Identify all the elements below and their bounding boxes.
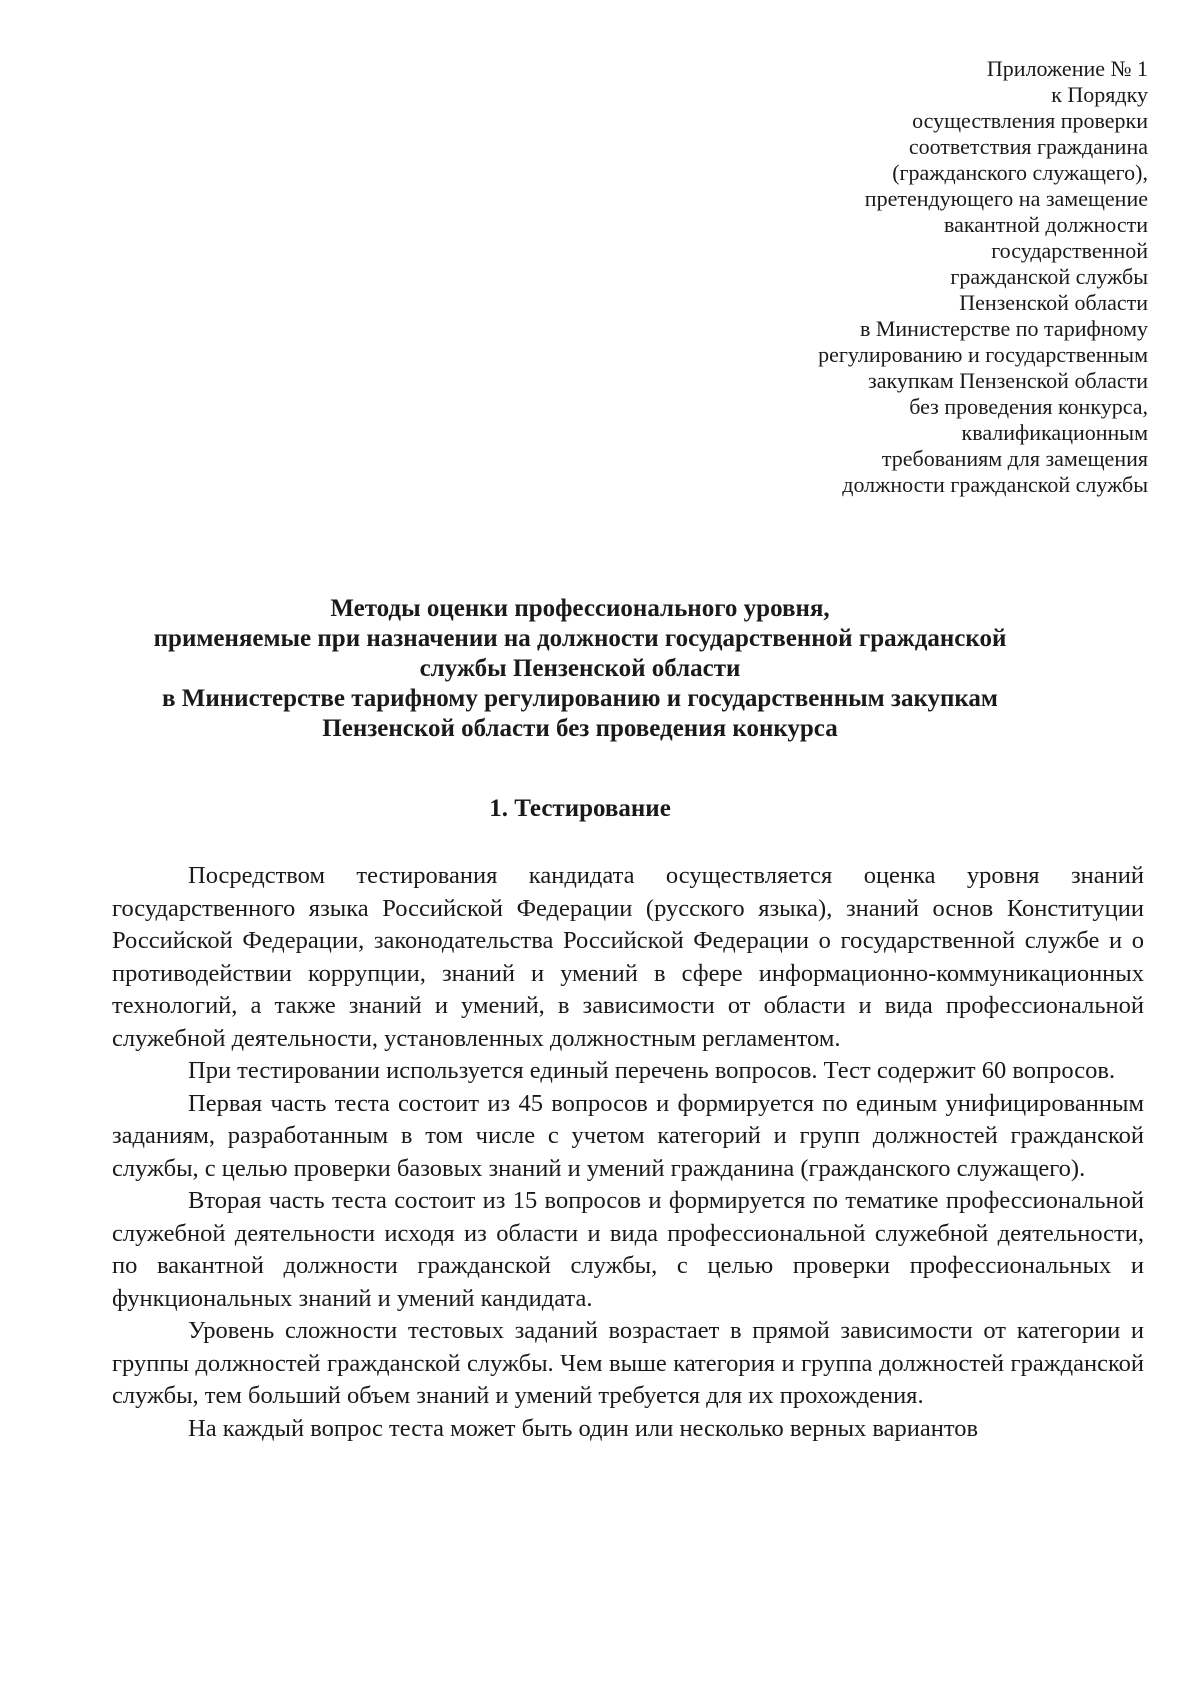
appendix-line: должности гражданской службы	[842, 472, 1148, 497]
paragraph: При тестировании используется единый перечень вопросов. Тест содержит 60 вопросов.	[188, 1057, 1116, 1084]
appendix-line: вакантной должности	[944, 212, 1148, 237]
section-body	[112, 860, 1144, 1445]
paragraph: Посредством тестирования кандидата осуществляется оценка уровня знаний государственного языка Российской Федерации (русского языка), знаний основ Конституции Российской Федерации, законодательства Российской Федерации о государственной службе и о противодействии коррупции, знаний и умений в сфере информационно-коммуникационных технологий, а также знаний и умений, в зависимости от области и вида профессиональной служебной деятельности, установленных должностным регламентом.	[112, 862, 1144, 1052]
document-title	[110, 594, 1050, 744]
appendix-line: к Порядку	[1051, 82, 1148, 107]
appendix-line: Пензенской области	[959, 290, 1148, 315]
appendix-line: соответствия гражданина	[908, 134, 1148, 159]
appendix-line: регулированию и государственным	[818, 342, 1148, 367]
title-line: в Министерстве тарифному регулированию и государственным закупкам	[162, 685, 998, 712]
paragraph: Вторая часть теста состоит из 15 вопросов и формируется по тематике профессиональной служебной деятельности исходя из области и вида профессиональной служебной деятельности, по вакантной должности гражданской службы, с целью проверки профессиональных и функциональных знаний и умений кандидата.	[112, 1187, 1144, 1312]
appendix-note	[818, 56, 1148, 498]
title-line: применяемые при назначении на должности государственной гражданской	[153, 625, 1007, 652]
appendix-line: (гражданского служащего),	[892, 160, 1148, 185]
appendix-line: гражданской службы	[950, 264, 1148, 289]
appendix-line: государственной	[991, 238, 1148, 263]
appendix-line: Приложение № 1	[986, 56, 1148, 81]
appendix-line: закупкам Пензенской области	[868, 368, 1148, 393]
appendix-line: в Министерстве по тарифному	[859, 316, 1148, 341]
paragraph: Уровень сложности тестовых заданий возрастает в прямой зависимости от категории и группы должностей гражданской службы. Чем выше категория и группа должностей гражданской службы, тем больший объем знаний и умений требуется для их прохождения.	[112, 1317, 1144, 1409]
appendix-line: требованиям для замещения	[881, 446, 1148, 471]
appendix-line: осуществления проверки	[912, 108, 1148, 133]
appendix-line: претендующего на замещение	[864, 186, 1148, 211]
appendix-line: квалификационным	[961, 420, 1148, 445]
section-heading: 1. Тестирование	[489, 795, 671, 822]
paragraph: На каждый вопрос теста может быть один или несколько верных вариантов	[188, 1414, 979, 1442]
title-line: Пензенской области без проведения конкурса	[322, 715, 838, 742]
title-line: службы Пензенской области	[419, 655, 741, 682]
paragraph: Первая часть теста состоит из 45 вопросов и формируется по единым унифицированным заданиям, разработанным в том числе с учетом категорий и групп должностей гражданской службы, с целью проверки базовых знаний и умений гражданина (гражданского служащего).	[112, 1089, 1144, 1182]
title-line: Методы оценки профессионального уровня,	[330, 595, 830, 622]
appendix-line: без проведения конкурса,	[909, 394, 1148, 419]
